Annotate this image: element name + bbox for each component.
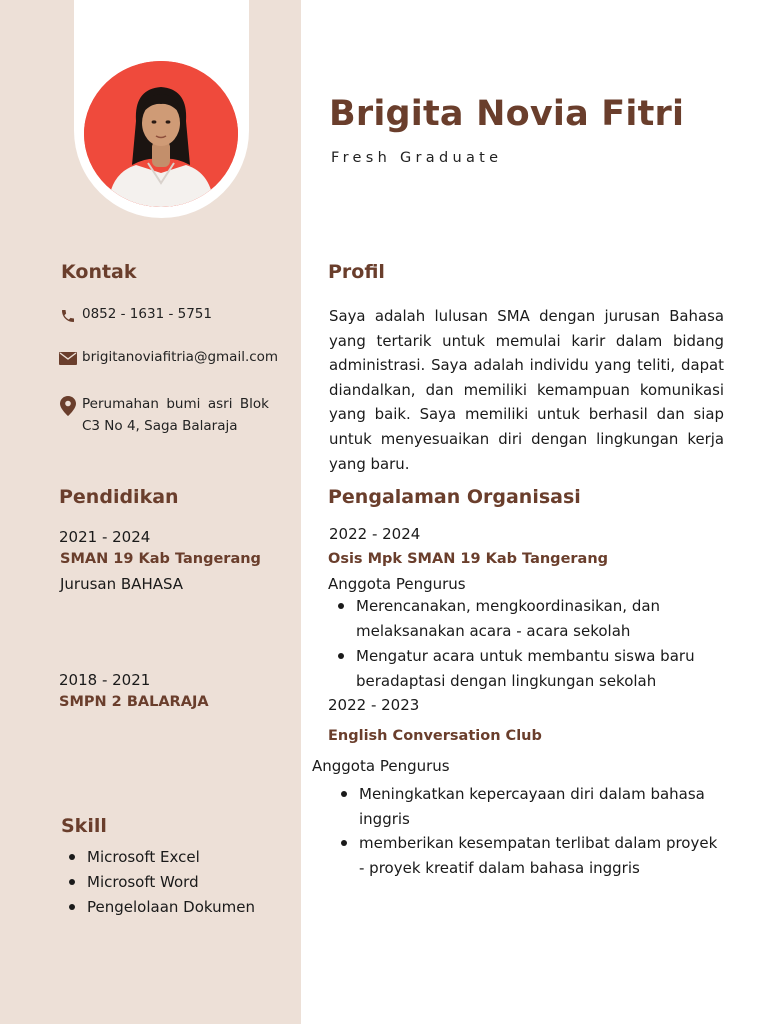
organization-years-2: 2022 - 2023	[328, 696, 420, 714]
organization-years-1: 2022 - 2024	[329, 525, 421, 543]
education-heading: Pendidikan	[59, 486, 179, 508]
organization-bullet: Merencanakan, mengkoordinasikan, dan melaksanakan acara - acara sekolah	[329, 594, 724, 644]
organization-bullets-1	[329, 594, 724, 694]
education-school-1: SMAN 19 Kab Tangerang	[60, 551, 261, 567]
location-pin-icon	[60, 396, 76, 416]
skill-item: Microsoft Word	[60, 870, 255, 895]
contact-address: Perumahan bumi asri Blok C3 No 4, Saga Balaraja	[82, 396, 269, 434]
skills-list	[60, 845, 255, 920]
skills-heading: Skill	[61, 815, 107, 837]
email-icon	[59, 352, 77, 365]
job-title: Fresh Graduate	[331, 150, 503, 166]
skill-item: Microsoft Excel	[60, 845, 255, 870]
education-school-2: SMPN 2 BALARAJA	[59, 694, 209, 710]
organization-role-2: Anggota Pengurus	[312, 757, 450, 775]
profile-photo	[84, 61, 238, 207]
organization-role-1: Anggota Pengurus	[328, 575, 466, 593]
education-years-1: 2021 - 2024	[59, 528, 151, 546]
organization-name-2: English Conversation Club	[328, 728, 542, 744]
organization-bullet: memberikan kesempatan terlibat dalam proyek - proyek kreatif dalam bahasa inggris	[332, 831, 727, 880]
education-major-1: Jurusan BAHASA	[60, 575, 184, 593]
contact-phone: 0852 - 1631 - 5751	[82, 306, 212, 322]
organization-bullets-2	[332, 782, 727, 880]
education-years-2: 2018 - 2021	[59, 671, 151, 689]
skill-item: Pengelolaan Dokumen	[60, 895, 255, 920]
organization-heading: Pengalaman Organisasi	[328, 486, 581, 508]
contact-heading: Kontak	[61, 261, 137, 283]
organization-bullet: Meningkatkan kepercayaan diri dalam bahasa inggris	[332, 782, 727, 831]
phone-icon	[60, 308, 76, 324]
organization-name-1: Osis Mpk SMAN 19 Kab Tangerang	[328, 551, 609, 567]
profile-heading: Profil	[328, 261, 385, 283]
person-illustration	[84, 61, 238, 207]
profile-text: Saya adalah lulusan SMA dengan jurusan Bahasa yang tertarik untuk memulai karir dalam bidang administrasi. Saya adalah individu yang teliti, dapat diandalkan, dan memiliki kemampuan komunikasi yang baik. Saya memiliki untuk berhasil dan siap untuk menyesuaikan diri dengan lingkungan kerja yang baru.	[329, 307, 724, 473]
candidate-name: Brigita Novia Fitri	[329, 94, 685, 134]
organization-bullet: Mengatur acara untuk membantu siswa baru beradaptasi dengan lingkungan sekolah	[329, 644, 724, 694]
contact-email: brigitanoviafitria@gmail.com	[82, 349, 279, 365]
